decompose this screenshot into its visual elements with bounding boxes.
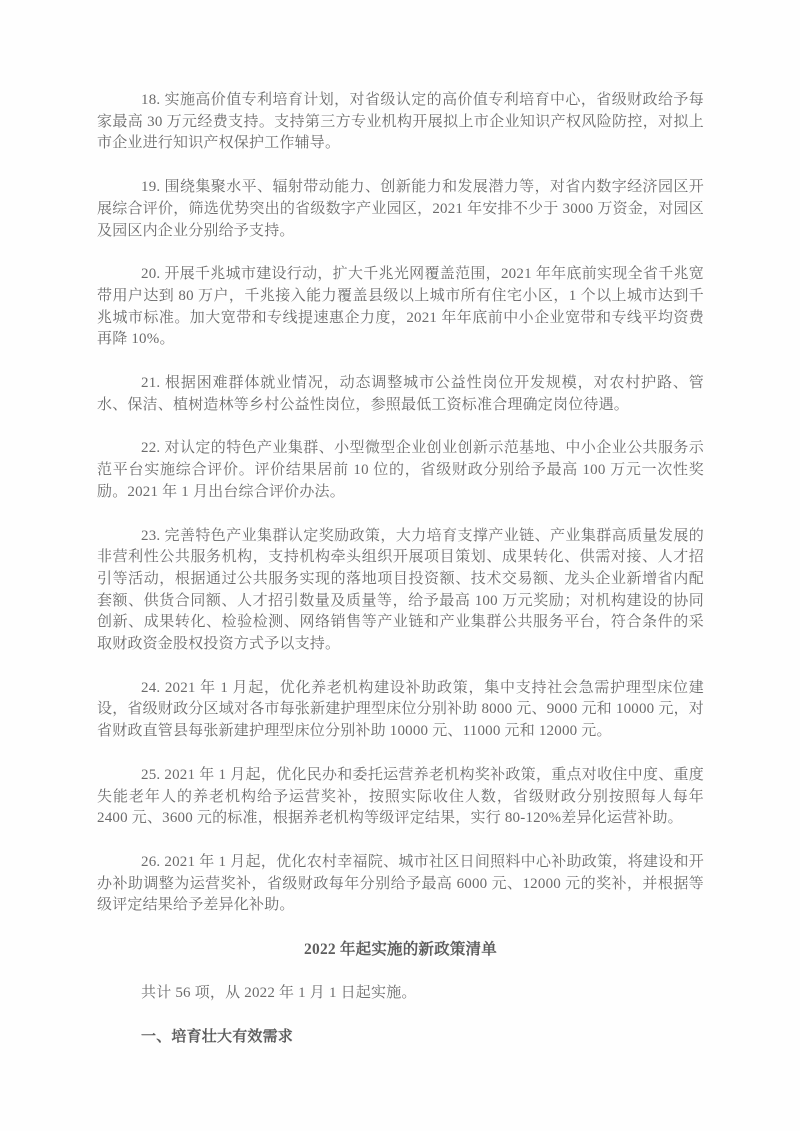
policy-item-22: 22. 对认定的特色产业集群、小型微型企业创业创新示范基地、中小企业公共服务示范平台实施综合评价。评价结果居前 10 位的，省级财政分别给予最高 100 万元一次性奖励。2021 年 1 月出台综合评价办法。 xyxy=(97,440,704,500)
policy-item-20: 20. 开展千兆城市建设行动，扩大千兆光网覆盖范围，2021 年年底前实现全省千兆宽带用户达到 80 万户，千兆接入能力覆盖县级以上城市所有住宅小区，1 个以上城市达到千兆城市标准。加大宽带和专线提速惠企力度，2021 年年底前中小企业宽带和专线平均资费再降 10%。 xyxy=(97,266,704,348)
document-content xyxy=(97,90,704,1048)
section-sub-heading-1: 一、培育壮大有效需求 xyxy=(141,1028,294,1045)
policy-item-26: 26. 2021 年 1 月起，优化农村幸福院、城市社区日间照料中心补助政策，将建设和开办补助调整为运营奖补，省级财政每年分别给予最高 6000 元、12000 元的奖补，并根据等级评定结果给予差异化补助。 xyxy=(97,853,704,914)
policy-item-19: 19. 围绕集聚水平、辐射带动能力、创新能力和发展潜力等，对省内数字经济园区开展综合评价，筛选优势突出的省级数字产业园区，2021 年安排不少于 3000 万资金，对园区及园区内企业分别给予支持。 xyxy=(97,179,704,239)
policy-item-21: 21. 根据困难群体就业情况，动态调整城市公益性岗位开发规模，对农村护路、管水、保洁、植树造林等乡村公益性岗位，参照最低工资标准合理确定岗位待遇。 xyxy=(97,375,704,413)
policy-item-25: 25. 2021 年 1 月起，优化民办和委托运营养老机构奖补政策，重点对收住中度、重度失能老年人的养老机构给予运营奖补，按照实际收住人数，省级财政分别按照每人每年 2400 元、3600 元的标准，根据养老机构等级评定结果，实行 80-120%差异化运营补助。 xyxy=(97,766,704,827)
section-intro-line: 共计 56 项，从 2022 年 1 月 1 日起实施。 xyxy=(141,984,417,1001)
policy-item-24: 24. 2021 年 1 月起，优化养老机构建设补助政策，集中支持社会急需护理型床位建设，省级财政分区域对各市每张新建护理型床位分别补助 8000 元、9000 元和 10000 元，对省财政直管县每张新建护理型床位分别补助 10000 元、11000 元和 12000 元。 xyxy=(97,679,704,740)
policy-item-23: 23. 完善特色产业集群认定奖励政策，大力培育支撑产业链、产业集群高质量发展的非营利性公共服务机构，支持机构牵头组织开展项目策划、成果转化、供需对接、人才招引等活动，根据通过公共服务实现的落地项目投资额、技术交易额、龙头企业新增省内配套额、供货合同额、人才招引数量及质量等，给予最高 100 万元奖励；对机构建设的协同创新、成果转化、检验检测、网络销售等产业链和产业集群公共服务平台，符合条件的采取财政资金股权投资方式予以支持。 xyxy=(97,527,704,653)
section-title: 2022 年起实施的新政策清单 xyxy=(304,941,497,959)
policy-item-18: 18. 实施高价值专利培育计划，对省级认定的高价值专利培育中心，省级财政给予每家最高 30 万元经费支持。支持第三方专业机构开展拟上市企业知识产权风险防控，对拟上市企业进行知识产权保护工作辅导。 xyxy=(97,92,704,152)
